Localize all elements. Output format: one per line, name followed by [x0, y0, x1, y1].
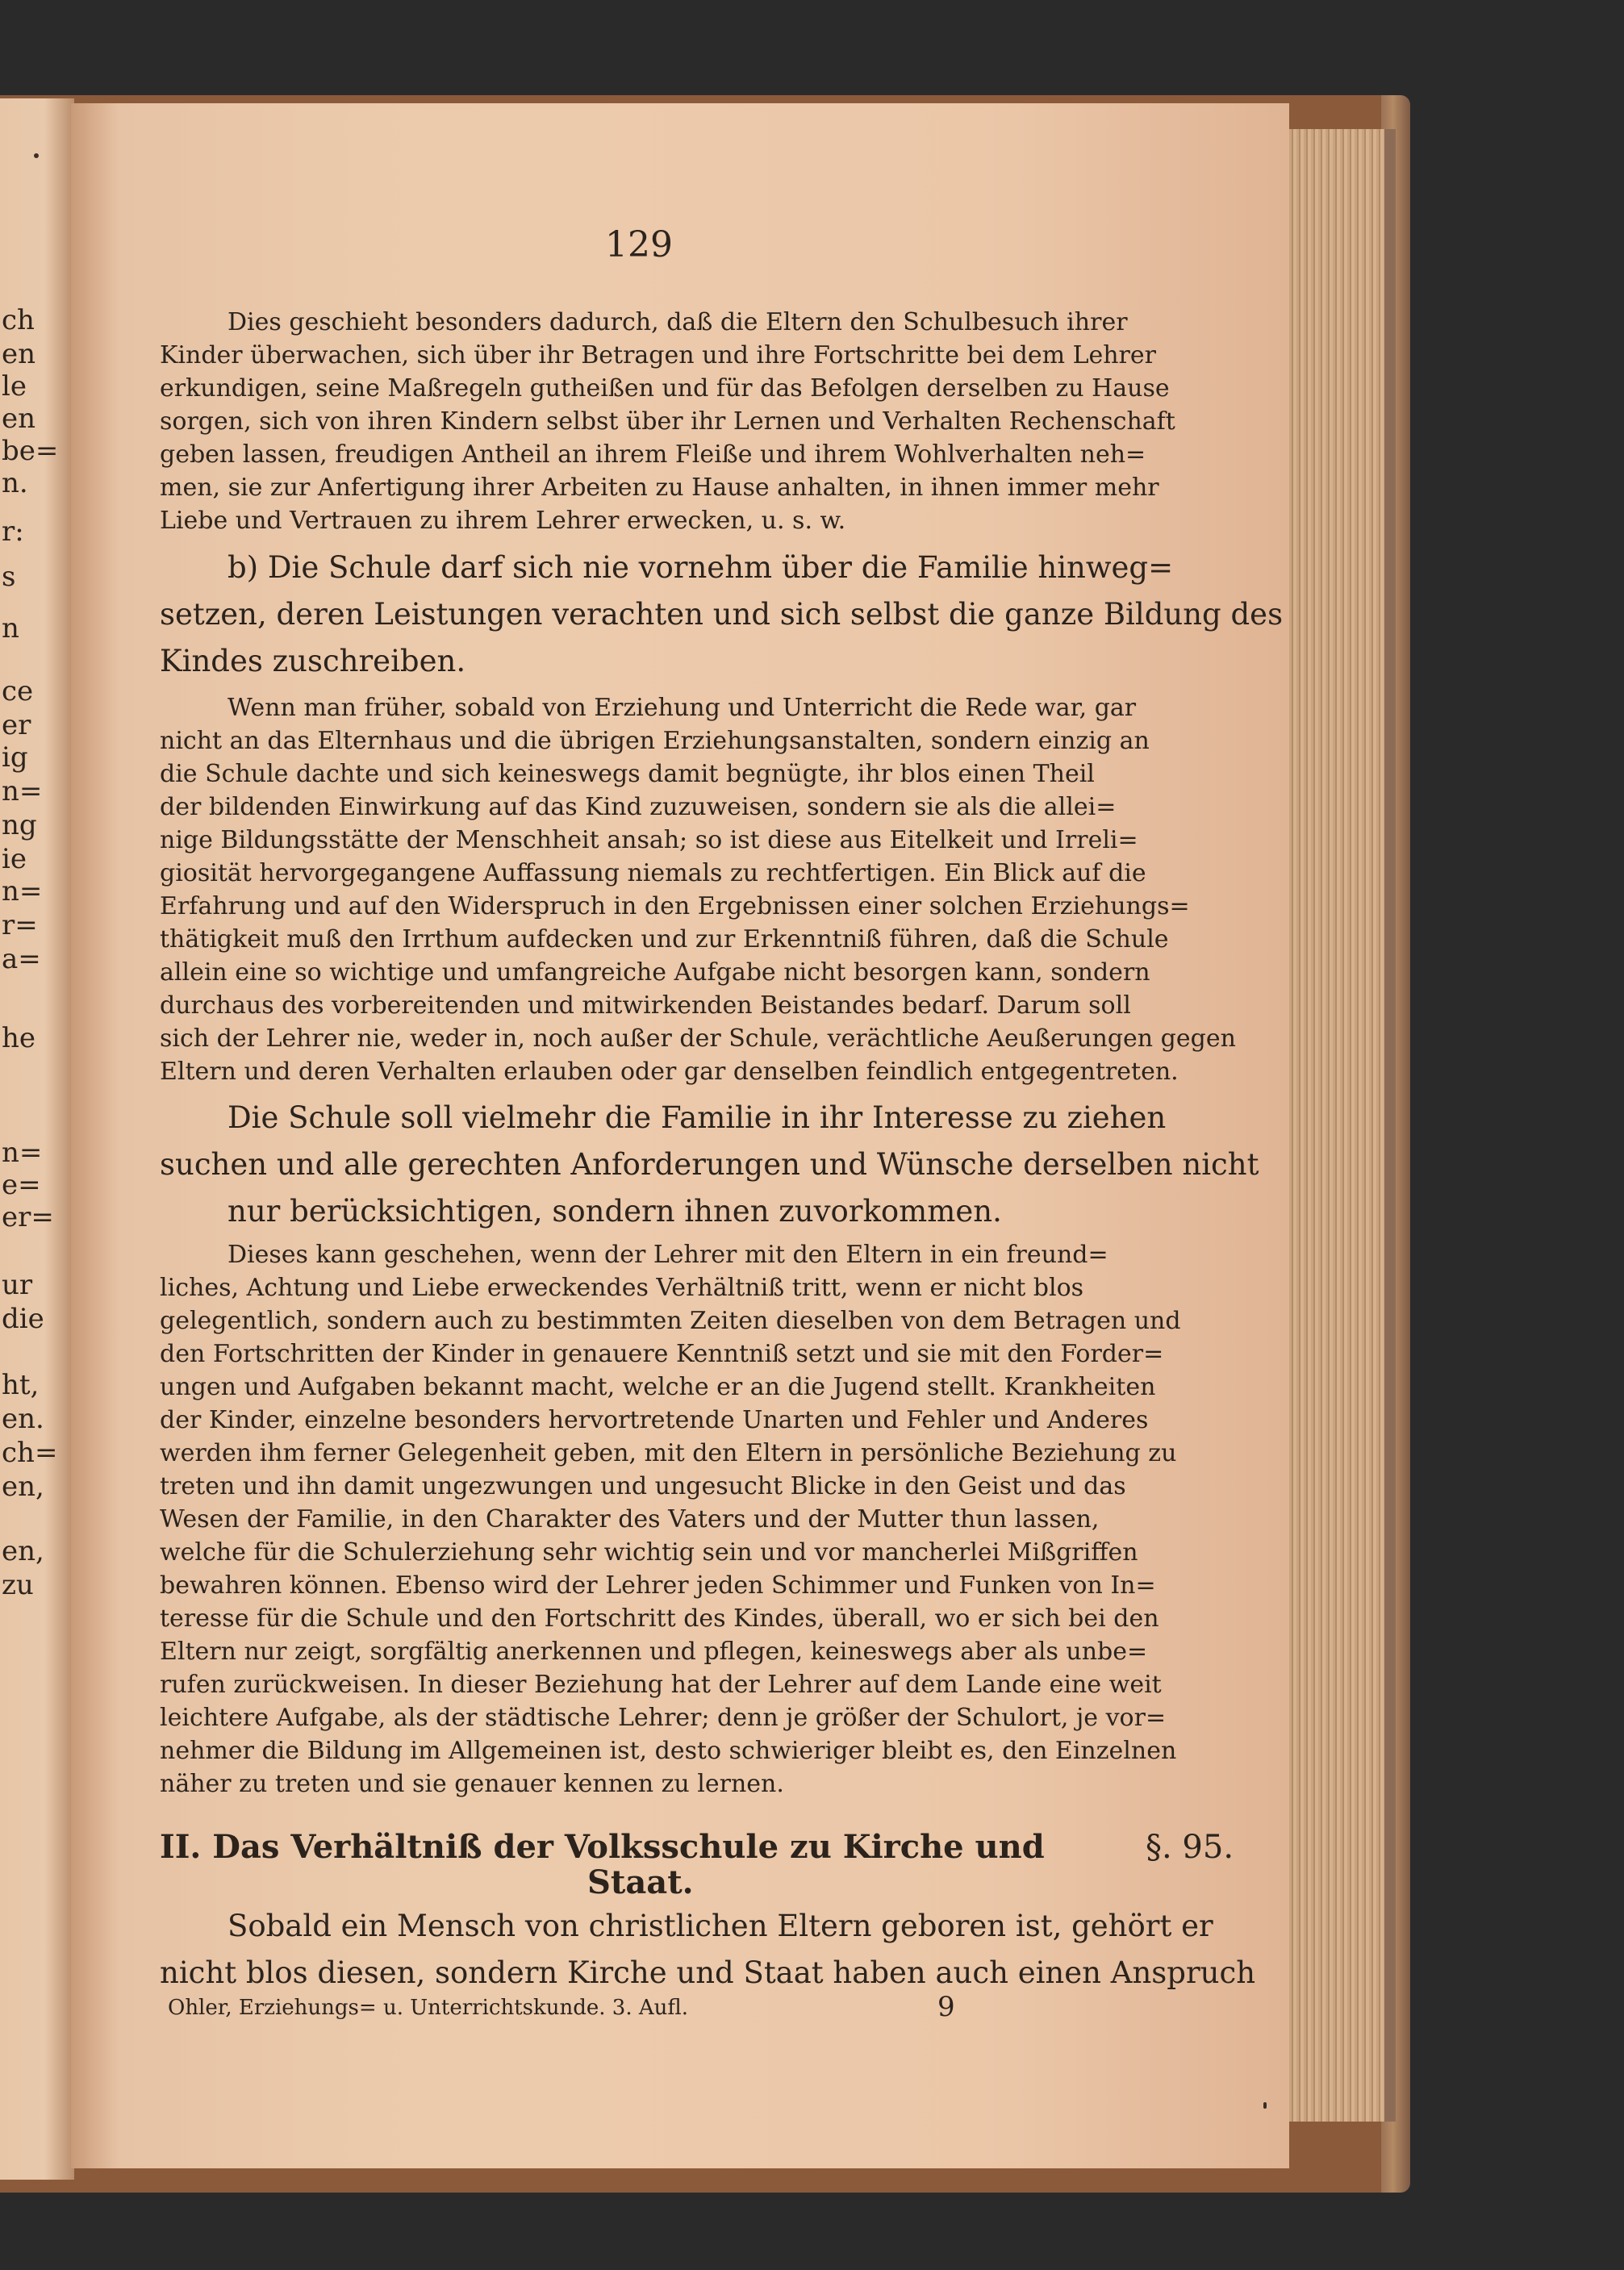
text-line: sich der Lehrer nie, weder in, noch außer der Schule, verächtliche Aeußerungen gegen: [160, 1024, 1236, 1053]
left-page: [0, 98, 74, 2180]
text-line: Kinder überwachen, sich über ihr Betragen und ihre Fortschritte bei dem Lehrer: [160, 341, 1156, 369]
text-line: der bildenden Einwirkung auf das Kind zuzuweisen, sondern sie als die allei=: [160, 793, 1117, 821]
left-fragment: n=: [2, 875, 43, 908]
section-b-line: b) Die Schule darf sich nie vornehm über die Familie hinweg=: [228, 550, 1174, 585]
left-fragment: er: [2, 709, 31, 741]
text-line: den Fortschritten der Kinder in genauere Kenntniß setzt und sie mit den Forder=: [160, 1340, 1164, 1368]
text-line: liches, Achtung und Liebe erweckendes Verhältniß tritt, wenn er nicht blos: [160, 1274, 1084, 1302]
emphasis-line: nur berücksichtigen, sondern ihnen zuvorkommen.: [228, 1194, 1002, 1229]
text-line: Dieses kann geschehen, wenn der Lehrer mit den Eltern in ein freund=: [228, 1241, 1108, 1269]
left-fragment: s: [2, 561, 16, 593]
page-number: 129: [605, 224, 673, 265]
text-line: die Schule dachte und sich keineswegs damit begnügte, ihr blos einen Theil: [160, 760, 1095, 788]
section-b-line: Kindes zuschreiben.: [160, 644, 466, 678]
ink-speck: [34, 153, 39, 158]
text-line: gelegentlich, sondern auch zu bestimmten Zeiten dieselben von dem Betragen und: [160, 1307, 1181, 1335]
text-line: thätigkeit muß den Irrthum aufdecken und zur Erkenntniß führen, daß die Schule: [160, 925, 1169, 953]
text-line: Wenn man früher, sobald von Erziehung und Unterricht die Rede war, gar: [228, 694, 1137, 722]
left-fragment: be=: [2, 435, 59, 467]
text-line: giosität hervorgegangene Auffassung niemals zu rechtfertigen. Ein Blick auf die: [160, 859, 1146, 887]
emphasis-line: suchen und alle gerechten Anforderungen und Wünsche derselben nicht: [160, 1147, 1259, 1182]
text-line: nicht blos diesen, sondern Kirche und Staat haben auch einen Anspruch: [160, 1955, 1256, 1990]
text-line: Erfahrung und auf den Widerspruch in den Ergebnissen einer solchen Erziehungs=: [160, 892, 1190, 920]
text-line: men, sie zur Anfertigung ihrer Arbeiten zu Hause anhalten, in ihnen immer mehr: [160, 474, 1159, 502]
left-fragment: n=: [2, 775, 43, 807]
text-line: Dies geschieht besonders dadurch, daß die Eltern den Schulbesuch ihrer: [228, 308, 1128, 336]
left-fragment: n=: [2, 1137, 43, 1169]
text-line: allein eine so wichtige und umfangreiche Aufgabe nicht besorgen kann, sondern: [160, 958, 1150, 987]
left-fragment: le: [2, 370, 27, 403]
ink-speck: [1263, 2102, 1267, 2109]
text-line: nehmer die Bildung im Allgemeinen ist, desto schwieriger bleibt es, den Einzelnen: [160, 1737, 1177, 1765]
text-line: Wesen der Familie, in den Charakter des Vaters und der Mutter thun lassen,: [160, 1505, 1100, 1534]
left-fragment: en,: [2, 1535, 44, 1567]
signature-mark: 9: [937, 1991, 955, 2023]
left-fragment: ng: [2, 809, 37, 841]
left-fragment: er=: [2, 1201, 54, 1233]
left-fragment: en.: [2, 1403, 44, 1435]
left-fragment: ur: [2, 1269, 33, 1301]
left-fragment: zu: [2, 1569, 34, 1601]
left-fragment: ch=: [2, 1437, 58, 1469]
left-fragment: n.: [2, 467, 28, 499]
left-fragment: en: [2, 403, 36, 435]
text-line: nicht an das Elternhaus und die übrigen Erziehungsanstalten, sondern einzig an: [160, 727, 1150, 755]
text-line: der Kinder, einzelne besonders hervortretende Unarten und Fehler und Anderes: [160, 1406, 1149, 1434]
text-line: Sobald ein Mensch von christlichen Eltern geboren ist, gehört er: [228, 1909, 1213, 1943]
left-fragment: en: [2, 338, 36, 370]
text-line: Liebe und Vertrauen zu ihrem Lehrer erwecken, u. s. w.: [160, 507, 846, 535]
text-line: nige Bildungsstätte der Menschheit ansah; so ist diese aus Eitelkeit und Irreli=: [160, 826, 1138, 854]
left-fragment: a=: [2, 943, 41, 975]
left-fragment: r=: [2, 909, 38, 941]
left-fragment: ht,: [2, 1369, 40, 1401]
left-fragment: r:: [2, 515, 24, 548]
left-fragment: e=: [2, 1169, 41, 1201]
text-line: erkundigen, seine Maßregeln gutheißen und für das Befolgen derselben zu Hause: [160, 374, 1170, 403]
text-line: werden ihm ferner Gelegenheit geben, mit den Eltern in persönliche Beziehung zu: [160, 1439, 1177, 1467]
section-heading: Staat.: [587, 1863, 694, 1901]
text-line: treten und ihn damit ungezwungen und ungesucht Blicke in den Geist und das: [160, 1472, 1126, 1500]
text-line: welche für die Schulerziehung sehr wichtig sein und vor mancherlei Mißgriffen: [160, 1538, 1138, 1567]
left-fragment: die: [2, 1303, 44, 1335]
left-fragment: ig: [2, 741, 28, 774]
text-line: Eltern nur zeigt, sorgfältig anerkennen und pflegen, keineswegs aber als unbe=: [160, 1638, 1148, 1666]
text-line: Eltern und deren Verhalten erlauben oder gar denselben feindlich entgegentreten.: [160, 1058, 1179, 1086]
text-line: geben lassen, freudigen Antheil an ihrem Fleiße und ihrem Wohlverhalten neh=: [160, 440, 1146, 469]
text-line: rufen zurückweisen. In dieser Beziehung hat der Lehrer auf dem Lande eine weit: [160, 1671, 1162, 1699]
text-line: ungen und Aufgaben bekannt macht, welche er an die Jugend stellt. Krankheiten: [160, 1373, 1156, 1401]
text-line: leichtere Aufgabe, als der städtische Lehrer; denn je größer der Schulort, je vor=: [160, 1704, 1167, 1732]
emphasis-line: Die Schule soll vielmehr die Familie in ihr Interesse zu ziehen: [228, 1100, 1167, 1135]
text-line: teresse für die Schule und den Fortschritt des Kindes, überall, wo er sich bei den: [160, 1604, 1159, 1633]
text-line: durchaus des vorbereitenden und mitwirkenden Beistandes bedarf. Darum soll: [160, 991, 1131, 1020]
section-heading: II. Das Verhältniß der Volksschule zu Kirche und: [160, 1828, 1045, 1866]
left-fragment: ce: [2, 675, 34, 707]
section-mark: §. 95.: [1146, 1829, 1234, 1866]
left-fragment: ie: [2, 843, 27, 875]
left-fragment: he: [2, 1022, 36, 1054]
left-fragment: en,: [2, 1471, 44, 1503]
left-fragment: ch: [2, 304, 35, 336]
footer-imprint: Ohler, Erziehungs= u. Unterrichtskunde. 3. Aufl.: [168, 1996, 688, 2020]
page-edges: [1289, 129, 1396, 2122]
text-line: näher zu treten und sie genauer kennen zu lernen.: [160, 1770, 784, 1798]
left-fragment: n: [2, 612, 19, 645]
section-b-line: setzen, deren Leistungen verachten und sich selbst die ganze Bildung des: [160, 597, 1284, 632]
text-line: bewahren können. Ebenso wird der Lehrer jeden Schimmer und Funken von In=: [160, 1571, 1156, 1600]
text-line: sorgen, sich von ihren Kindern selbst über ihr Lernen und Verhalten Rechenschaft: [160, 407, 1175, 436]
